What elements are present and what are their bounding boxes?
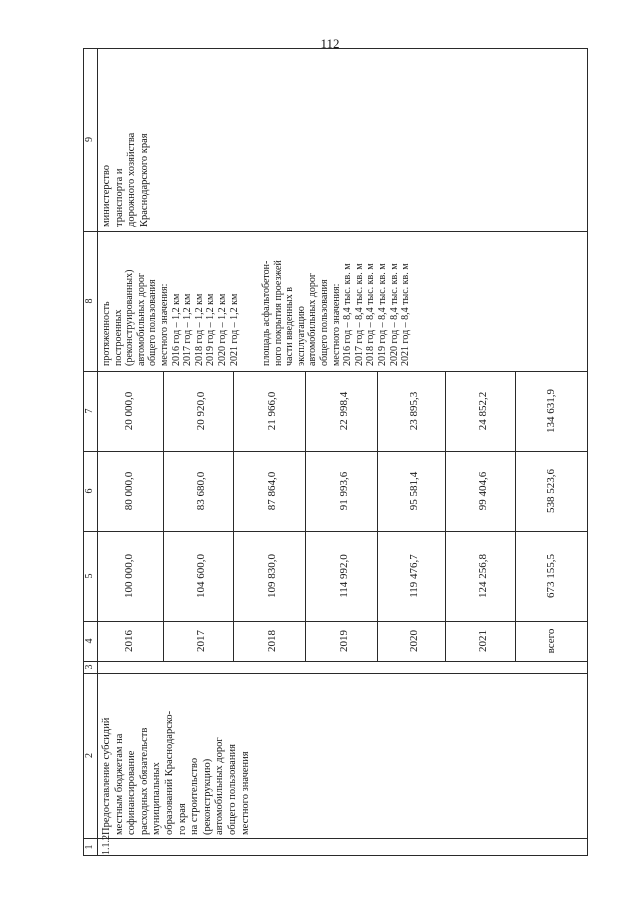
column-4 xyxy=(83,621,588,661)
row-id: 1.1.2 xyxy=(101,835,112,855)
value-col6: 95 581,4 xyxy=(408,471,420,511)
row-divider xyxy=(305,371,306,661)
row-divider xyxy=(233,371,234,661)
value-col7: 21 966,0 xyxy=(266,391,278,431)
value-col5: 119 476,7 xyxy=(408,554,420,598)
value-col5: 109 830,0 xyxy=(266,554,278,598)
row-divider xyxy=(163,371,164,661)
rotated-table xyxy=(83,48,588,856)
column-5 xyxy=(83,531,588,621)
header-num-3: 3 xyxy=(84,664,95,670)
value-col6: 80 000,0 xyxy=(123,471,135,511)
executor: министерство транспорта и дорожного хозяйства Краснодарского края xyxy=(101,132,150,227)
column-6 xyxy=(83,451,588,531)
value-col5: 100 000,0 xyxy=(123,554,135,598)
value-col6: 87 864,0 xyxy=(266,471,278,511)
row-divider xyxy=(377,371,378,661)
value-col6: 99 404,6 xyxy=(477,471,489,511)
value-col7: 24 852,2 xyxy=(477,391,489,431)
column-7 xyxy=(83,371,588,451)
header-num-8: 8 xyxy=(84,298,95,304)
column-9 xyxy=(83,48,588,231)
header-num-6: 6 xyxy=(84,488,95,494)
indicator-length: протяженность построенных (реконструированных) автомобильных дорог общего пользования местного значения: 2016 год – 1,2 км 2017 год – 1,2 км 2018 год – 1,2 км 2019 год – 1,2 км 2020 год – 1,2 км 2021 год – 1,2 км xyxy=(101,269,240,366)
value-col5: 673 155,5 xyxy=(545,554,557,598)
year-cell: 2019 xyxy=(338,630,350,652)
column-1 xyxy=(83,838,588,856)
value-col5: 104 600,0 xyxy=(195,554,207,598)
measure-description: Предоставление субсидий местным бюджетам на софинансирование расходных обязательств муниципальных образований Краснодарско- го края на строительство (реконструкцию) автомобильных дорог общего пользования местного значения xyxy=(101,710,251,835)
value-col6: 91 993,6 xyxy=(338,471,350,511)
value-col7: 20 000,0 xyxy=(123,391,135,431)
header-num-2: 2 xyxy=(84,753,95,758)
header-num-9: 9 xyxy=(84,137,95,142)
value-col6: 83 680,0 xyxy=(195,471,207,511)
year-cell: 2021 xyxy=(477,630,489,652)
header-num-1: 1 xyxy=(84,844,95,850)
year-cell: 2017 xyxy=(195,630,207,652)
row-divider xyxy=(515,371,516,661)
value-col5: 124 256,8 xyxy=(477,554,489,598)
header-num-4: 4 xyxy=(84,638,95,644)
value-col7: 22 998,4 xyxy=(338,391,350,431)
column-3 xyxy=(83,661,588,673)
row-divider xyxy=(445,371,446,661)
year-cell: 2020 xyxy=(408,630,420,652)
value-col7: 134 631,9 xyxy=(545,389,557,433)
value-col5: 114 992,0 xyxy=(338,554,350,598)
value-col7: 20 920,0 xyxy=(195,391,207,431)
header-num-7: 7 xyxy=(84,408,95,414)
year-cell: 2016 xyxy=(123,630,135,652)
rotated-table-wrapper xyxy=(83,48,588,856)
year-cell: 2018 xyxy=(266,630,278,652)
value-col6: 538 523,6 xyxy=(545,469,557,513)
year-cell: всего xyxy=(545,628,557,654)
header-num-5: 5 xyxy=(84,573,95,579)
value-col7: 23 895,3 xyxy=(408,391,420,431)
indicator-area: площадь асфальтобетон- ного покрытия проезжей части введенных в эксплуатацию автомобильных дорог общего пользования местного значения: 2016 год – 8,4 тыс. кв. м 2017 год – 8,4 тыс. кв. м 2018 год – 8,4 тыс. кв. м 2019 год – 8,4 тыс. кв. м 2020 год – 8,4 тыс. кв. м 2021 год – 8,4 тыс. кв. м xyxy=(261,260,412,366)
page-number: 112 xyxy=(320,36,340,51)
